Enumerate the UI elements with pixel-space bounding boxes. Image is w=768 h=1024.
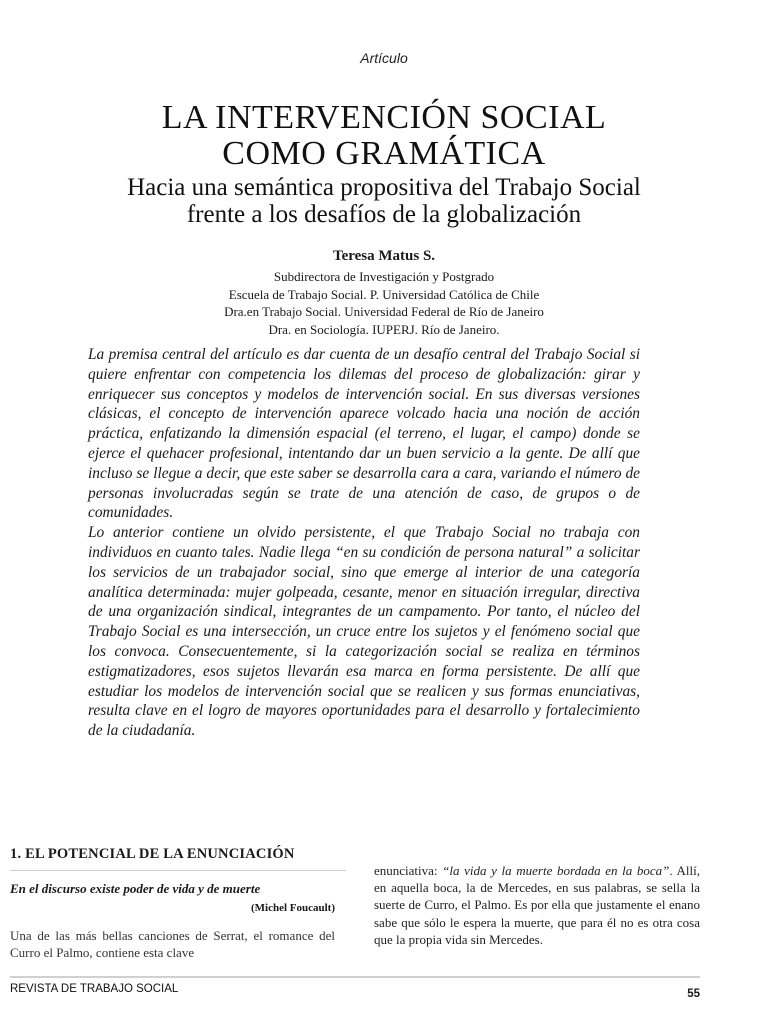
section-label: Artículo xyxy=(360,50,408,66)
affiliation-line: Dra. en Sociología. IUPERJ. Río de Janeiro. xyxy=(268,321,500,337)
affiliation-line: Escuela de Trabajo Social. P. Universidad Católica de Chile xyxy=(228,286,540,302)
affiliation-line: Dra.en Trabajo Social. Universidad Federal de Río de Janeiro xyxy=(224,304,544,319)
title-line-1: LA INTERVENCIÓN SOCIAL xyxy=(161,99,607,136)
body-text-right-column xyxy=(374,862,700,948)
body-text-segment: enunciativa: xyxy=(374,863,443,878)
abstract-paragraph: La premisa central del artículo es dar cuenta de un desafío central del Trabajo Social si quiere enfrentar con competencia los dilemas del proceso de globalización: girar y enriquecer sus conceptos y modelos de intervención social. En sus diversas versiones clásicas, el concepto de intervención aparece volcado hacia una noción de acción práctica, enfatizando la dimensión espacial (el terreno, el lugar, el campo) donde se ejerce el quehacer profesional, intentando dar un buen servicio a la gente. De allí que incluso se llegue a decir, que este saber se desarrolla cara a cara, variando el número de personas involucradas según se trate de una atención de caso, de grupos o de comunidades. xyxy=(88,346,640,522)
epigraph-author: (Michel Foucault) xyxy=(250,902,335,914)
column-divider xyxy=(10,870,346,871)
article-subtitle xyxy=(0,174,768,228)
footer-rule xyxy=(10,976,700,978)
abstract-paragraph: Lo anterior contiene un olvido persistente, el que Trabajo Social no trabaja con individuos en cuanto tales. Nadie llega “en su condición de persona natural” a solicitar los servicios de un trabajador social, sino que emerge al interior de una categoría analítica determinada: mujer golpeada, cesante, menor en situación irregular, directiva de una organización sindical, integrantes de un campamento. Por tanto, el núcleo del Trabajo Social es una intersección, un cruce entre los sujetos y el fenómeno social que los convoca. Consecuentemente, si la categorización social se realiza en términos estigmatizadores, esos sujetos llevarán esa marca en forma persistente. De allí que estudiar los modelos de intervención social que se realicen y sus formas enunciativas, resulta clave en el logro de mayores oportunidades para el desarrollo y fortalecimiento de la ciudadanía. xyxy=(88,524,640,740)
song-quote: “la vida y la muerte bordada en la boca” xyxy=(442,863,670,878)
subtitle-line-2: frente a los desafíos de la globalización xyxy=(186,201,582,228)
subtitle-line-1: Hacia una semántica propositiva del Trabajo Social xyxy=(127,174,641,201)
epigraph-quote: En el discurso existe poder de vida y de muerte xyxy=(10,881,261,896)
footer-journal-name: REVISTA DE TRABAJO SOCIAL xyxy=(10,983,179,995)
author-affiliations xyxy=(0,268,768,338)
author-name: Teresa Matus S. xyxy=(332,248,436,264)
abstract xyxy=(88,345,640,741)
title-line-2: COMO GRAMÁTICA xyxy=(222,135,546,172)
section-heading: 1. EL POTENCIAL DE LA ENUNCIACIÓN xyxy=(10,846,295,862)
page-number: 55 xyxy=(687,988,700,1000)
body-text-left-column: Una de las más bellas canciones de Serrat, el romance del Curro el Palmo, contiene esta clave xyxy=(10,928,335,960)
article-title xyxy=(0,100,768,172)
affiliation-line: Subdirectora de Investigación y Postgrado xyxy=(273,269,495,284)
body-text-segment: . Allí, en aquella boca, la de Mercedes, en sus palabras, se sella la suerte de Curro, el Palmo. Es por ella que justamente el enano sabe que sólo le espera la muerte, que para él no es otra cosa que la propia vida sin Mercedes. xyxy=(374,863,700,947)
